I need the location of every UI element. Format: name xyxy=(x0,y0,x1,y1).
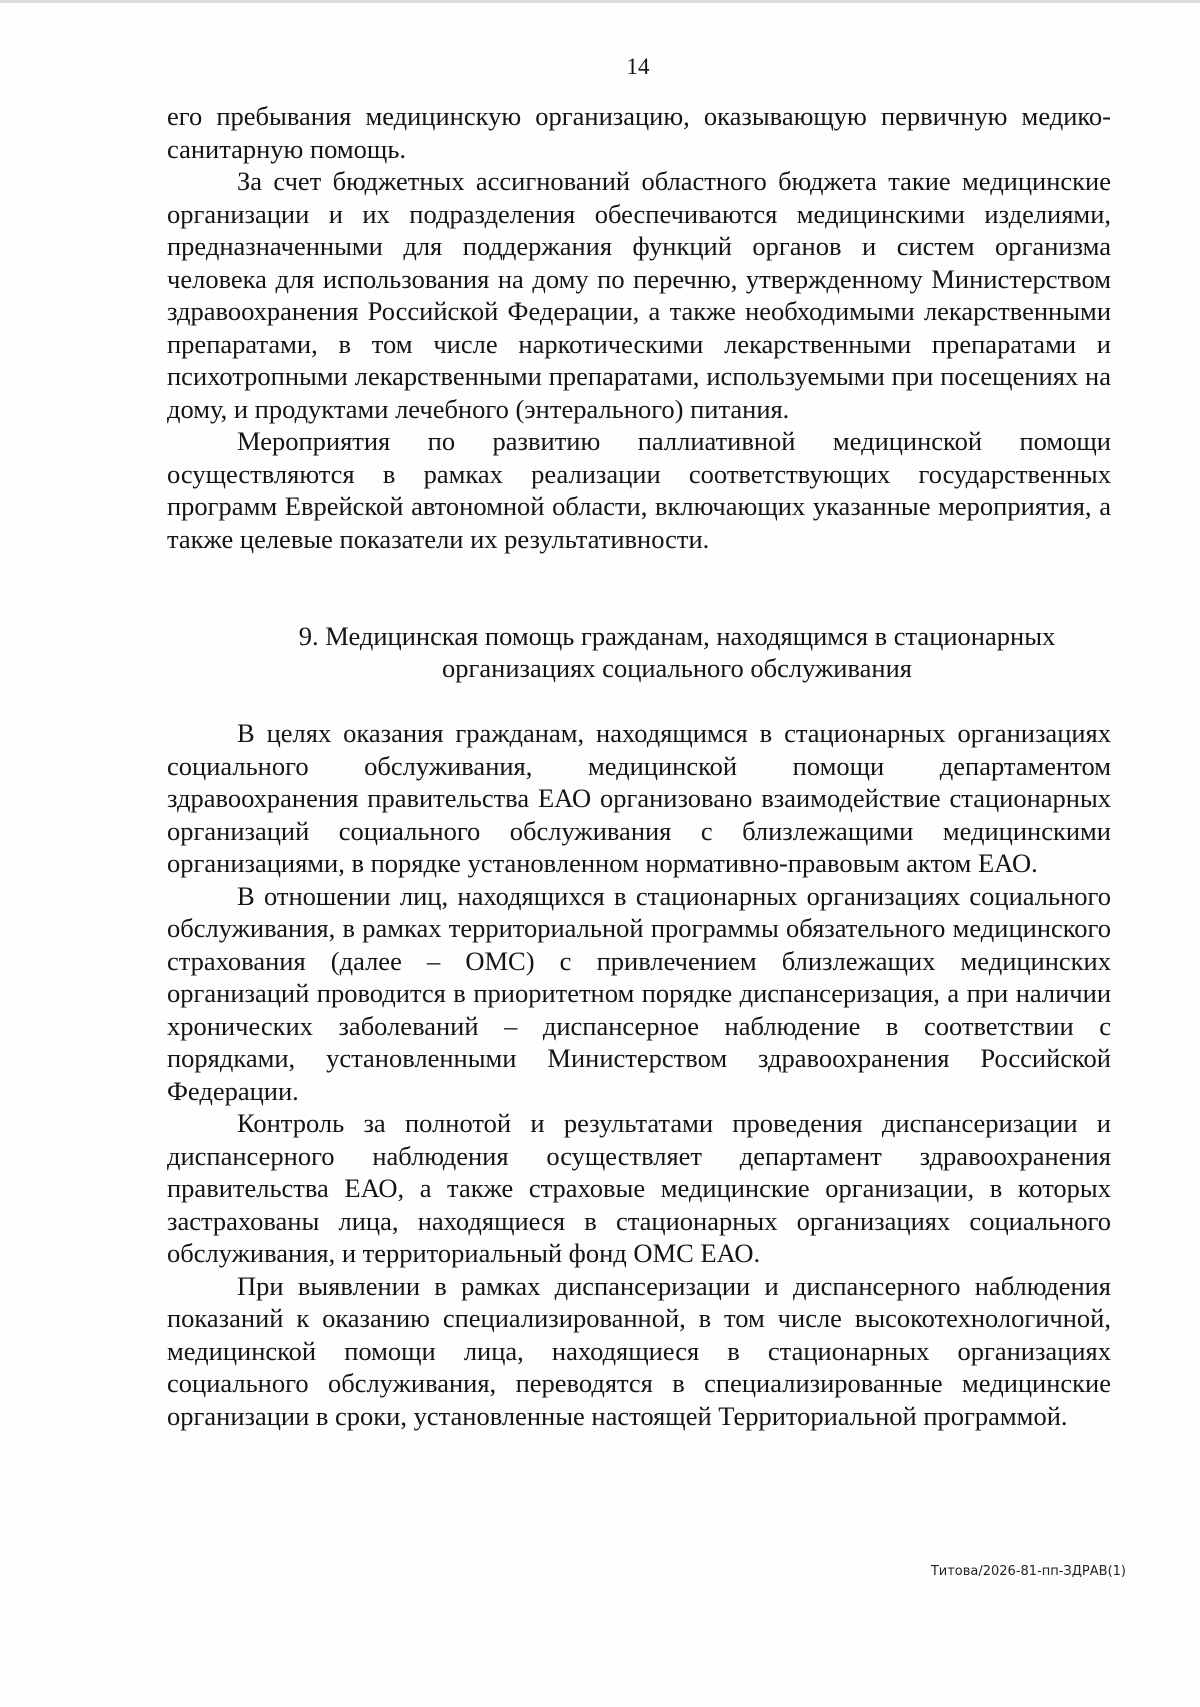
section-heading xyxy=(167,620,1187,684)
section-1-text xyxy=(167,100,1111,555)
paragraph: Контроль за полнотой и результатами проведения диспансеризации и диспансерного наблюдения осуществляет департамент здравоохранения правительства ЕАО, а также страховые медицинские организации, в которых застрахованы лица, находящиеся в стационарных организациях социального обслуживания, и территориальный фонд ОМС ЕАО. xyxy=(167,1108,1111,1268)
paragraph: Мероприятия по развитию паллиативной медицинской помощи осуществляются в рамках реализации соответствующих государственных программ Еврейской автономной области, включающих указанные мероприятия, а также целевые показатели их результативности. xyxy=(167,426,1111,554)
paragraph: В целях оказания гражданам, находящимся в стационарных организациях социального обслуживания, медицинской помощи департаментом здравоохранения правительства ЕАО организовано взаимодействие стационарных организаций социального обслуживания с близлежащими медицинскими организациями, в порядке установленном нормативно-правовым актом ЕАО. xyxy=(167,718,1111,878)
page-number: 14 xyxy=(626,54,650,79)
paragraph: За счет бюджетных ассигнований областного бюджета такие медицинские организации и их подразделения обеспечиваются медицинскими изделиями, предназначенными для поддержания функций органов и систем организма человека для использования на дому по перечню, утвержденному Министерством здравоохранения Российской Федерации, а также необходимыми лекарственными препаратами, в том числе наркотическими лекарственными препаратами и психотропными лекарственными препаратами, используемыми при посещениях на дому, и продуктами лечебного (энтерального) питания. xyxy=(167,166,1111,424)
paragraph: При выявлении в рамках диспансеризации и диспансерного наблюдения показаний к оказанию специализированной, в том числе высокотехнологичной, медицинской помощи лица, находящиеся в стационарных организациях социального обслуживания, переводятся в специализированные медицинские организации в сроки, установленные настоящей Территориальной программой. xyxy=(167,1270,1111,1431)
section-heading-line-2: организациях социального обслуживания xyxy=(442,653,912,683)
section-2-text xyxy=(167,717,1111,1432)
section-heading-line-1: 9. Медицинская помощь гражданам, находящимся в стационарных xyxy=(298,621,1056,651)
document-reference-code: Титова/2026-81-пп-ЗДРАВ(1) xyxy=(930,1564,1126,1579)
paragraph: В отношении лиц, находящихся в стационарных организациях социального обслуживания, в рамках территориальной программы обязательного медицинского страхования (далее – ОМС) с привлечением близлежащих медицинских организаций проводится в приоритетном порядке диспансеризация, а при наличии хронических заболеваний – диспансерное наблюдение в соответствии с порядками, установленными Министерством здравоохранения Российской Федерации. xyxy=(167,880,1111,1106)
scan-top-edge xyxy=(0,0,1200,3)
paragraph: его пребывания медицинскую организацию, оказывающую первичную медико-санитарную помощь. xyxy=(167,101,1111,164)
